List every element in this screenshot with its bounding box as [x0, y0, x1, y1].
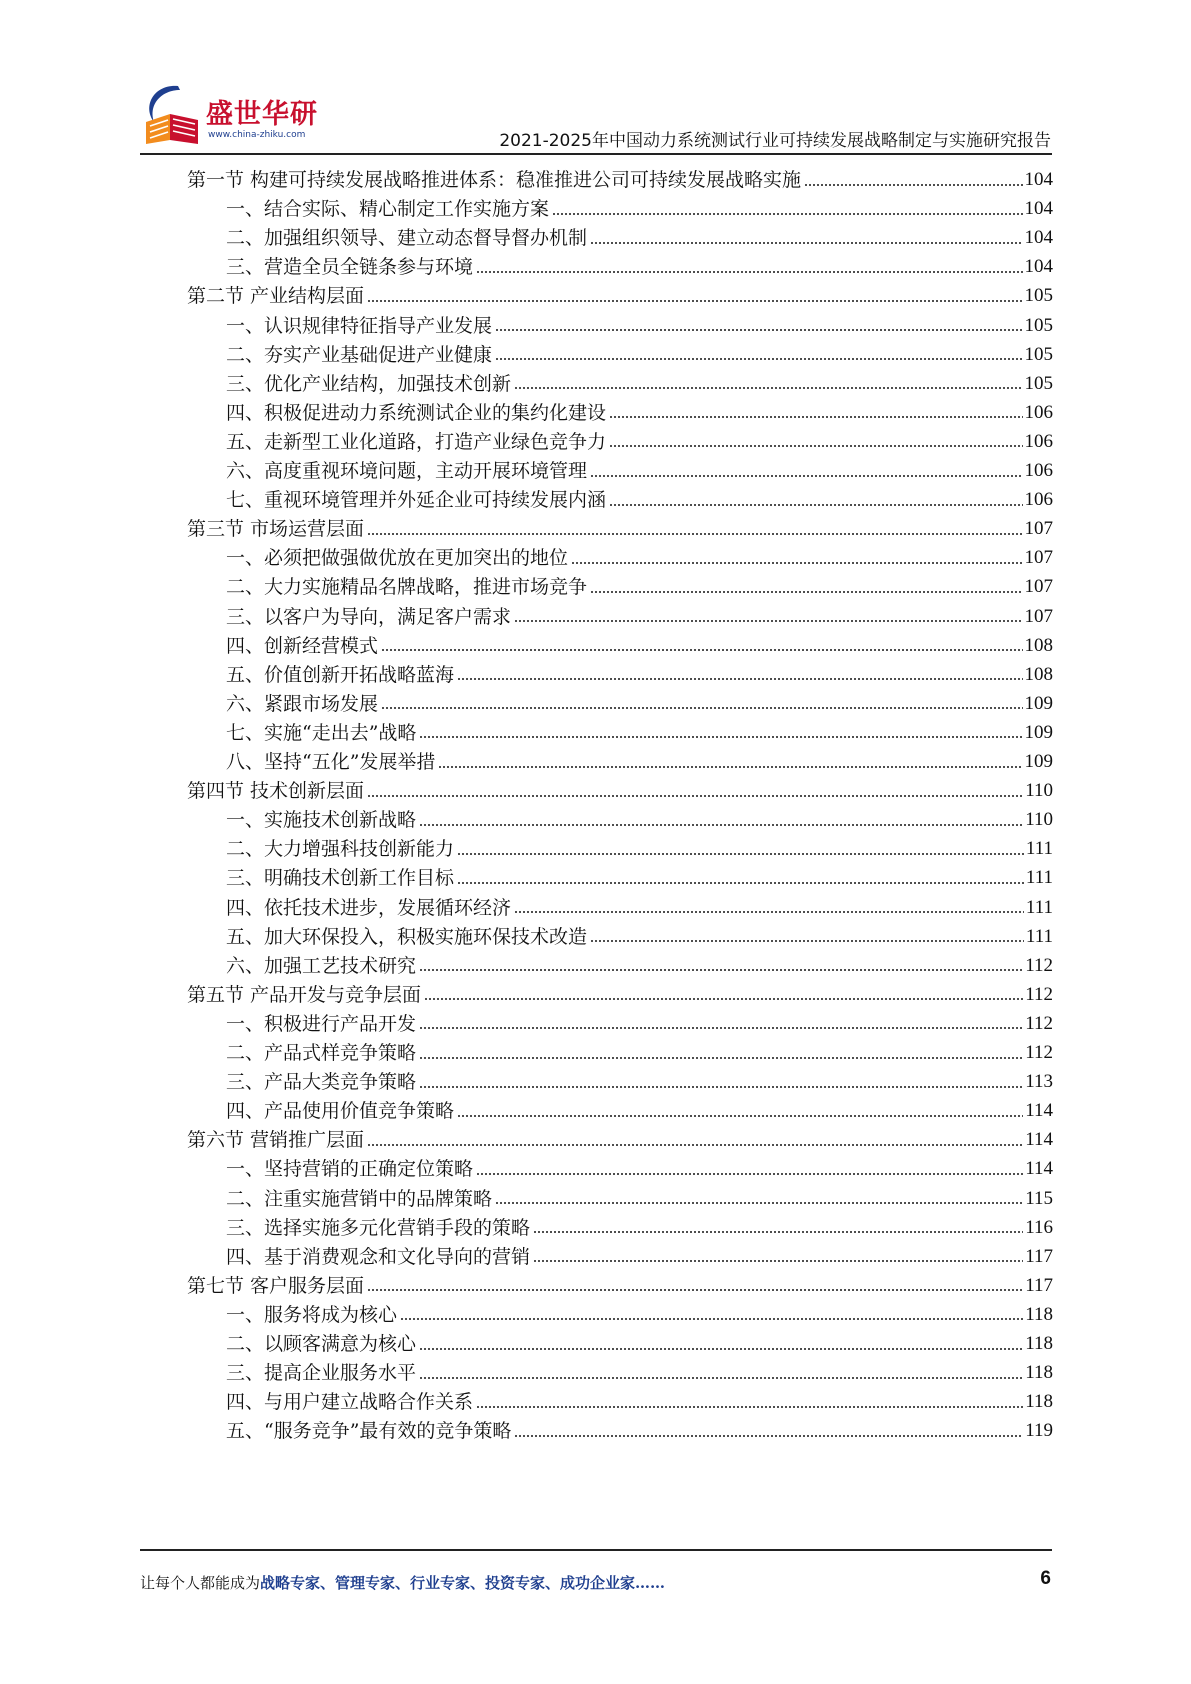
toc-entry-title: 三、优化产业结构，加强技术创新: [226, 372, 512, 395]
toc-entry-page: 109: [1024, 751, 1053, 772]
toc-item-entry[interactable]: [226, 1354, 1053, 1385]
toc-entry-page: 111: [1025, 838, 1053, 860]
toc-section-entry[interactable]: [187, 161, 1053, 192]
toc-item-entry[interactable]: [226, 423, 1053, 454]
toc-section-entry[interactable]: [187, 510, 1053, 541]
toc-entry-title: 一、认识规律特征指导产业发展: [226, 314, 493, 337]
toc-entry-title: 二、夯实产业基础促进产业健康: [226, 343, 493, 366]
toc-dot-leader: [476, 1171, 1023, 1176]
toc-entry-page: 114: [1025, 1158, 1053, 1180]
toc-item-entry[interactable]: [226, 656, 1053, 687]
toc-item-entry[interactable]: [226, 219, 1053, 250]
toc-entry-title: 四、创新经营模式: [226, 634, 379, 657]
toc-item-entry[interactable]: [226, 568, 1053, 599]
toc-entry-title: 四、基于消费观念和文化导向的营销: [226, 1245, 531, 1268]
toc-item-entry[interactable]: [226, 394, 1053, 425]
toc-dot-leader: [367, 793, 1023, 798]
toc-entry-page: 118: [1025, 1333, 1053, 1354]
toc-item-entry[interactable]: [226, 743, 1053, 774]
toc-entry-title: 四、依托技术进步，发展循环经济: [226, 896, 512, 919]
toc-entry-page: 104: [1024, 198, 1053, 220]
toc-item-entry[interactable]: [226, 190, 1053, 221]
toc-entry-title: 三、提高企业服务水平: [226, 1362, 417, 1385]
toc-item-entry[interactable]: [226, 685, 1053, 716]
toc-dot-leader: [476, 1404, 1023, 1409]
toc-entry-page: 114: [1025, 1100, 1053, 1122]
toc-entry-title: 第一节 构建可持续发展战略推进体系：稳准推进公司可持续发展战略实施: [187, 169, 802, 191]
toc-item-entry[interactable]: [226, 1005, 1053, 1036]
toc-item-entry[interactable]: [226, 889, 1053, 920]
toc-entry-page: 107: [1024, 547, 1053, 569]
toc-section-entry[interactable]: [187, 1121, 1053, 1152]
toc-dot-leader: [495, 357, 1022, 362]
toc-entry-page: 106: [1024, 460, 1053, 481]
toc-item-entry[interactable]: [226, 481, 1053, 512]
toc-entry-title: 三、产品大类竞争策略: [226, 1071, 417, 1094]
toc-entry-page: 107: [1024, 605, 1053, 627]
toc-item-entry[interactable]: [226, 859, 1053, 890]
toc-entry-title: 第七节 客户服务层面: [187, 1274, 365, 1297]
toc-dot-leader: [514, 1433, 1023, 1438]
toc-entry-page: 109: [1024, 721, 1053, 743]
toc-entry-page: 115: [1025, 1187, 1053, 1209]
toc-item-entry[interactable]: [226, 947, 1053, 978]
toc-item-entry[interactable]: [226, 1150, 1053, 1181]
toc-dot-leader: [609, 502, 1022, 507]
toc-entry-title: 一、积极进行产品开发: [226, 1012, 417, 1035]
toc-dot-leader: [457, 851, 1024, 856]
toc-dot-leader: [419, 1026, 1023, 1031]
toc-entry-title: 二、大力实施精品名牌战略，推进市场竞争: [226, 576, 588, 599]
toc-entry-page: 106: [1024, 401, 1053, 423]
toc-entry-title: 二、大力增强科技创新能力: [226, 838, 455, 861]
toc-entry-page: 107: [1024, 576, 1053, 598]
toc-dot-leader: [457, 1113, 1023, 1118]
logo-book-icon: [140, 82, 210, 146]
toc-entry-title: 四、产品使用价值竞争策略: [226, 1100, 455, 1123]
toc-dot-leader: [590, 240, 1022, 245]
toc-item-entry[interactable]: [226, 1063, 1053, 1094]
toc-dot-leader: [495, 1201, 1023, 1206]
toc-entry-title: 一、服务将成为核心: [226, 1303, 398, 1326]
toc-item-entry[interactable]: [226, 1180, 1053, 1211]
footer-slogan-highlight: 战略专家、管理专家、行业专家、投资专家、成功企业家……: [260, 1574, 666, 1592]
header-divider: [140, 153, 1052, 155]
toc-dot-leader: [419, 1346, 1023, 1351]
toc-entry-title: 第五节 产品开发与竞争层面: [187, 983, 422, 1006]
toc-dot-leader: [457, 880, 1024, 885]
toc-entry-page: 108: [1024, 663, 1053, 685]
toc-entry-page: 111: [1025, 896, 1053, 918]
toc-dot-leader: [381, 706, 1022, 711]
toc-entry-page: 111: [1025, 867, 1053, 889]
toc-dot-leader: [419, 1055, 1023, 1060]
toc-entry-page: 116: [1025, 1216, 1053, 1238]
toc-item-entry[interactable]: [226, 627, 1053, 658]
toc-entry-title: 五、价值创新开拓战略蓝海: [226, 663, 455, 686]
toc-dot-leader: [590, 473, 1022, 478]
toc-dot-leader: [514, 386, 1022, 391]
toc-dot-leader: [367, 531, 1022, 536]
toc-dot-leader: [419, 1084, 1023, 1089]
toc-dot-leader: [419, 822, 1023, 827]
toc-entry-page: 104: [1024, 169, 1053, 190]
toc-item-entry[interactable]: [226, 1325, 1053, 1356]
toc-entry-page: 107: [1024, 518, 1053, 540]
toc-item-entry[interactable]: [226, 307, 1053, 338]
toc-item-entry[interactable]: [226, 801, 1053, 832]
toc-entry-page: 110: [1025, 809, 1053, 831]
toc-entry-page: 119: [1025, 1420, 1053, 1442]
toc-entry-page: 106: [1024, 430, 1053, 452]
toc-entry-title: 三、选择实施多元化营销手段的策略: [226, 1216, 531, 1239]
toc-item-entry[interactable]: [226, 248, 1053, 279]
toc-dot-leader: [609, 444, 1022, 449]
footer-slogan: [140, 1572, 665, 1593]
toc-entry-title: 七、实施“走出去”战略: [226, 721, 417, 744]
toc-item-entry[interactable]: [226, 714, 1053, 745]
toc-entry-title: 三、营造全员全链条参与环境: [226, 256, 474, 279]
toc-dot-leader: [514, 619, 1022, 624]
page-number: 6: [1040, 1568, 1051, 1589]
toc-entry-title: 第四节 技术创新层面: [187, 780, 365, 803]
toc-item-entry[interactable]: [226, 1209, 1053, 1240]
toc-entry-title: 六、加强工艺技术研究: [226, 954, 417, 977]
toc-entry-title: 二、产品式样竞争策略: [226, 1042, 417, 1064]
toc-dot-leader: [476, 269, 1022, 274]
toc-entry-title: 第六节 营销推广层面: [187, 1129, 365, 1152]
toc-entry-page: 118: [1025, 1303, 1053, 1325]
toc-entry-page: 117: [1025, 1245, 1053, 1267]
toc-entry-page: 104: [1024, 256, 1053, 278]
toc-dot-leader: [495, 328, 1022, 333]
toc-entry-title: 三、明确技术创新工作目标: [226, 867, 455, 890]
toc-section-entry[interactable]: [187, 772, 1053, 803]
toc-dot-leader: [609, 415, 1022, 420]
toc-entry-title: 一、实施技术创新战略: [226, 809, 417, 832]
toc-item-entry[interactable]: [226, 598, 1053, 629]
toc-entry-page: 113: [1025, 1071, 1053, 1093]
toc-entry-title: 一、结合实际、精心制定工作实施方案: [226, 198, 550, 221]
toc-entry-page: 118: [1025, 1391, 1053, 1413]
toc-entry-page: 105: [1024, 372, 1053, 394]
toc-entry-title: 二、以顾客满意为核心: [226, 1333, 417, 1355]
toc-item-entry[interactable]: [226, 452, 1053, 483]
toc-entry-page: 118: [1025, 1362, 1053, 1384]
toc-section-entry[interactable]: [187, 976, 1053, 1007]
logo-url[interactable]: www.china-zhiku.com: [208, 130, 306, 140]
toc-dot-leader: [457, 677, 1022, 682]
logo-name: 盛世华研: [206, 99, 318, 130]
toc-dot-leader: [590, 589, 1022, 594]
toc-entry-page: 108: [1024, 634, 1053, 656]
toc-entry-page: 117: [1025, 1274, 1053, 1296]
toc-entry-page: 111: [1025, 925, 1053, 947]
toc-entry-title: 八、坚持“五化”发展举措: [226, 751, 436, 773]
toc-entry-title: 六、高度重视环境问题，主动开展环境管理: [226, 460, 588, 482]
toc-item-entry[interactable]: [226, 336, 1053, 367]
toc-entry-title: 一、必须把做强做优放在更加突出的地位: [226, 547, 569, 570]
toc-entry-page: 112: [1025, 1042, 1053, 1063]
toc-dot-leader: [400, 1317, 1023, 1322]
toc-entry-page: 105: [1024, 314, 1053, 336]
toc-entry-page: 104: [1024, 227, 1053, 249]
toc-dot-leader: [571, 560, 1022, 565]
toc-item-entry[interactable]: [226, 1034, 1053, 1065]
toc-dot-leader: [438, 764, 1022, 769]
toc-item-entry[interactable]: [226, 1238, 1053, 1269]
toc-item-entry[interactable]: [226, 1092, 1053, 1123]
toc-item-entry[interactable]: [226, 1383, 1053, 1414]
toc-entry-title: 第二节 产业结构层面: [187, 285, 365, 308]
toc-entry-page: 105: [1024, 285, 1053, 307]
toc-section-entry[interactable]: [187, 277, 1053, 308]
toc-dot-leader: [381, 648, 1022, 653]
toc-dot-leader: [367, 1288, 1023, 1293]
toc-entry-title: 三、以客户为导向，满足客户需求: [226, 605, 512, 628]
toc-entry-title: 五、“服务竞争”最有效的竞争策略: [226, 1420, 512, 1443]
toc-dot-leader: [533, 1259, 1023, 1264]
toc-dot-leader: [590, 939, 1024, 944]
toc-entry-title: 六、紧跟市场发展: [226, 692, 379, 715]
toc-dot-leader: [367, 1142, 1023, 1147]
toc-dot-leader: [804, 182, 1022, 187]
toc-entry-title: 四、与用户建立战略合作关系: [226, 1391, 474, 1414]
toc-entry-page: 110: [1025, 780, 1053, 802]
report-title: 2021-2025年中国动力系统测试行业可持续发展战略制定与实施研究报告: [499, 131, 1051, 151]
toc-item-entry[interactable]: [226, 830, 1053, 861]
toc-dot-leader: [424, 997, 1023, 1002]
toc-entry-title: 一、坚持营销的正确定位策略: [226, 1158, 474, 1181]
toc-dot-leader: [514, 910, 1024, 915]
toc-entry-page: 112: [1025, 1012, 1053, 1034]
toc-dot-leader: [552, 211, 1022, 216]
toc-section-entry[interactable]: [187, 1267, 1053, 1298]
toc-entry-title: 第三节 市场运营层面: [187, 518, 365, 541]
toc-entry-page: 112: [1025, 954, 1053, 976]
toc-dot-leader: [419, 1375, 1023, 1380]
toc-entry-title: 四、积极促进动力系统测试企业的集约化建设: [226, 401, 607, 424]
toc-entry-page: 109: [1024, 692, 1053, 714]
toc-dot-leader: [419, 968, 1023, 973]
toc-item-entry[interactable]: [226, 1296, 1053, 1327]
toc-item-entry[interactable]: [226, 1412, 1053, 1443]
toc-entry-title: 五、加大环保投入，积极实施环保技术改造: [226, 925, 588, 948]
footer-divider: [140, 1549, 1052, 1551]
toc-entry-title: 二、注重实施营销中的品牌策略: [226, 1187, 493, 1210]
toc-dot-leader: [533, 1230, 1023, 1235]
toc-entry-page: 114: [1025, 1129, 1053, 1151]
toc-entry-page: 112: [1025, 983, 1053, 1005]
toc-entry-title: 二、加强组织领导、建立动态督导督办机制: [226, 227, 588, 250]
toc-item-entry[interactable]: [226, 365, 1053, 396]
toc-entry-title: 五、走新型工业化道路，打造产业绿色竞争力: [226, 430, 607, 453]
toc-item-entry[interactable]: [226, 539, 1053, 570]
toc-entry-page: 105: [1024, 343, 1053, 365]
toc-dot-leader: [419, 735, 1022, 740]
footer-slogan-prefix: 让每个人都能成为: [140, 1574, 261, 1592]
toc-item-entry[interactable]: [226, 918, 1053, 949]
toc-entry-page: 106: [1024, 489, 1053, 511]
toc-dot-leader: [367, 298, 1022, 303]
toc-entry-title: 七、重视环境管理并外延企业可持续发展内涵: [226, 489, 607, 512]
